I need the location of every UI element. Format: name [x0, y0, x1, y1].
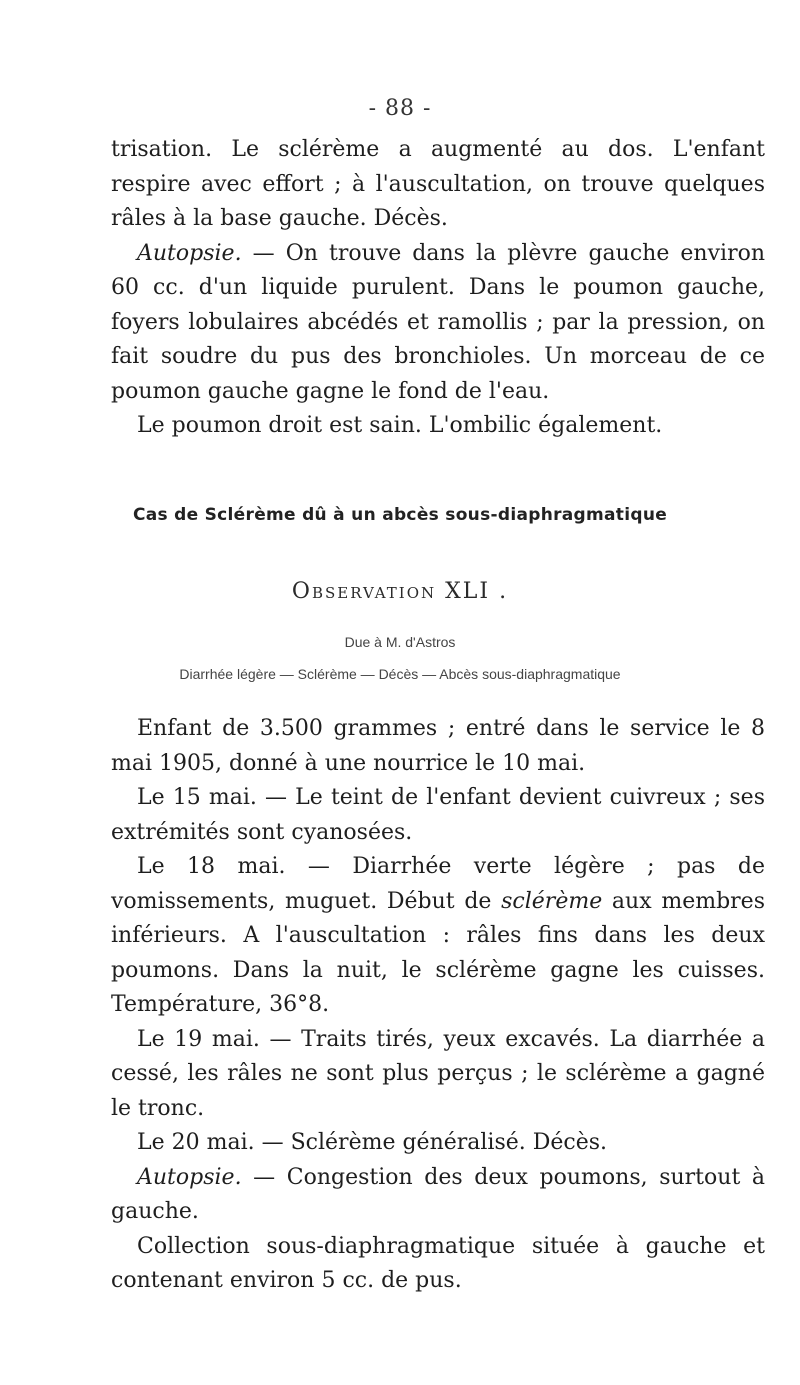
observation-summary: Diarrhée légère — Sclérème — Décès — Abcès sous-diaphragmatique [179, 666, 621, 682]
paragraph-autopsie-2 [111, 1161, 765, 1230]
paragraph-18-mai [111, 850, 765, 1023]
paragraph-15-mai: Le 15 mai. — Le teint de l'enfant devient cuivreux ; ses extrémités sont cyanosées. [111, 785, 765, 845]
paragraph-trisation: trisation. Le sclérème a augmenté au dos. L'enfant respire avec effort ; à l'auscultation, on trouve quelques râles à la base gauche. Décès. [111, 137, 765, 231]
p3-before: Le 18 mai. — Diarrhée verte légère ; pas de vomissements, muguet. Début de [111, 854, 765, 914]
paragraph-enfant: Enfant de 3.500 grammes ; entré dans le service le 8 mai 1905, donné à une nourrice le 10 mai. [111, 716, 765, 776]
observation-credit: Due à M. d'Astros [344, 634, 456, 650]
paragraph-collection: Collection sous-diaphragmatique située à gauche et contenant environ 5 cc. de pus. [111, 1233, 765, 1293]
autopsie-text-1: — On trouve dans la plèvre gauche environ 60 cc. d'un liquide purulent. Dans le poumon gauche, foyers lobulaires abcédés et ramollis ; par la pression, on fait soudre du pus des bronchioles. Un morceau de ce poumon gauche gagne le fond de l'eau. [111, 240, 765, 404]
case-heading: Cas de Sclérème dû à un abcès sous-diaphragmatique [132, 505, 668, 525]
p3-after: aux membres inférieurs. A l'auscultation : râles fins dans les deux poumons. Dans la nuit, le sclérème gagne les cuisses. Température, 36°8. [111, 888, 765, 1017]
paragraph-poumon-droit: Le poumon droit est sain. L'ombilic également. [137, 413, 663, 438]
observation-text [111, 712, 765, 1299]
p3-italic: sclérème [501, 888, 603, 914]
autopsie-text-2: — Congestion des deux poumons, surtout à gauche. [111, 1164, 765, 1224]
autopsie-label-1: Autopsie. [137, 240, 242, 266]
page-number: - 88 - [368, 96, 432, 121]
paragraph-20-mai: Le 20 mai. — Sclérème généralisé. Décès. [137, 1130, 608, 1155]
autopsie-label-2: Autopsie. [137, 1164, 242, 1190]
observation-title: Observation XLI . [291, 579, 509, 604]
previous-case-text [111, 133, 765, 444]
paragraph-autopsie-1 [111, 237, 765, 410]
paragraph-19-mai: Le 19 mai. — Traits tirés, yeux excavés. La diarrhée a cessé, les râles ne sont plus perçus ; le sclérème a gagné le tronc. [111, 1026, 765, 1121]
